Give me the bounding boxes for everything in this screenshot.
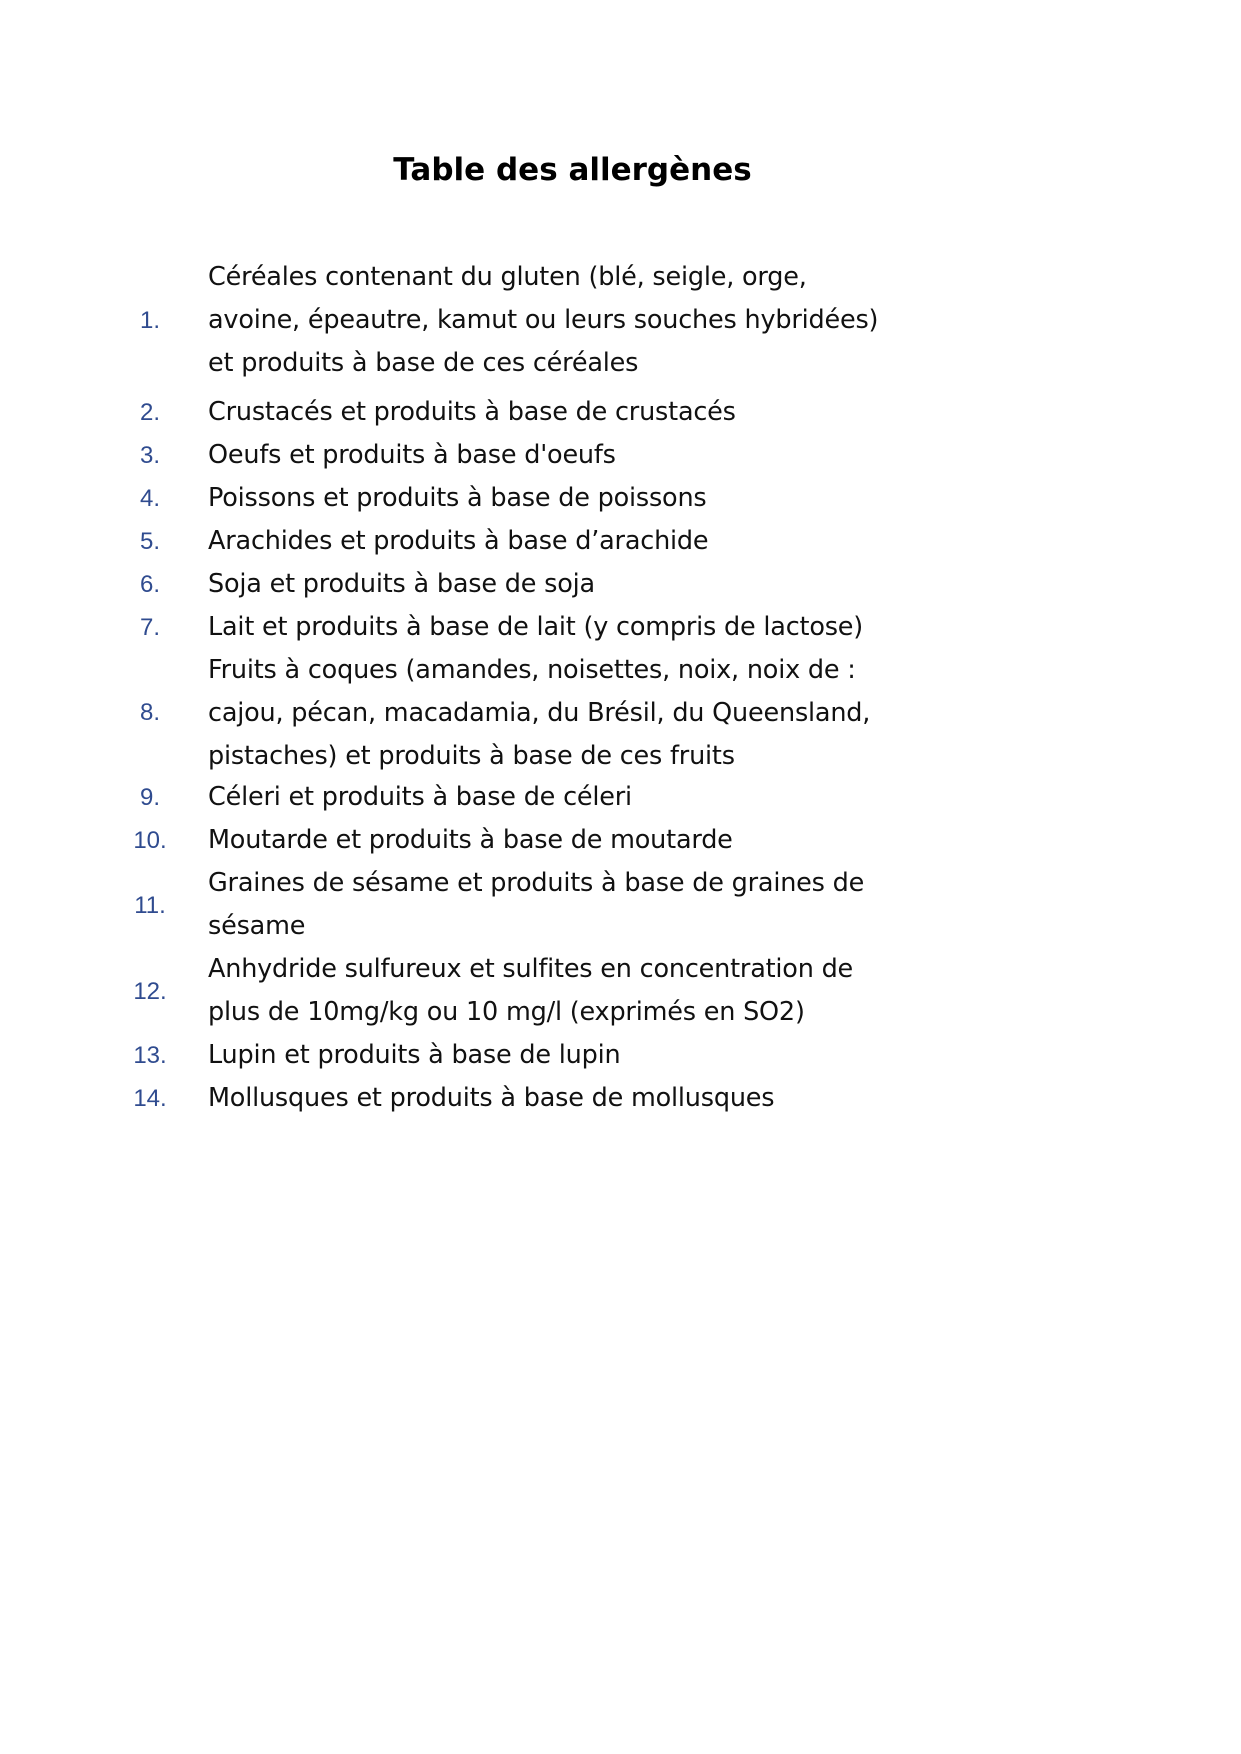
item-number: 13. [133,1042,167,1069]
item-text: Graines de sésame et produits à base de graines de sésame [208,868,865,941]
list-item [0,520,1241,563]
item-text: Lait et produits à base de lait (y compris de lactose) [208,612,864,642]
item-text: Fruits à coques (amandes, noisettes, noix, noix de : cajou, pécan, macadamia, du Brésil, du Queensland, pistaches) et produits à base de ces fruits [208,655,871,771]
list-item [0,649,1241,778]
item-number: 10. [133,827,167,854]
list-item [0,948,1241,1034]
item-number: 6. [139,571,160,598]
item-text: Oeufs et produits à base d'oeufs [208,440,616,470]
list-item [0,862,1241,948]
list-item [0,1034,1241,1077]
item-text: Céréales contenant du gluten (blé, seigle, orge, avoine, épeautre, kamut ou leurs souches hybridées) et produits à base de ces céréales [208,262,879,378]
item-text: Moutarde et produits à base de moutarde [208,825,733,855]
item-text: Arachides et produits à base d’arachide [208,526,709,556]
item-number: 9. [139,784,160,811]
list-item [0,563,1241,606]
item-number: 1. [139,307,160,334]
list-item [0,256,1241,386]
item-number: 4. [139,485,160,512]
item-text: Céleri et produits à base de céleri [208,782,632,812]
item-number: 8. [139,699,160,726]
list-item [0,1077,1241,1120]
list-item [0,819,1241,862]
item-text: Lupin et produits à base de lupin [208,1040,621,1070]
item-number: 11. [134,892,166,919]
list-item [0,434,1241,477]
list-item [0,776,1241,819]
item-text: Soja et produits à base de soja [208,569,595,599]
item-number: 2. [139,399,160,426]
item-number: 7. [139,614,160,641]
item-text: Poissons et produits à base de poissons [208,483,707,513]
item-text: Anhydride sulfureux et sulfites en concentration de plus de 10mg/kg ou 10 mg/l (exprimés en SO2) [208,954,854,1027]
item-number: 14. [133,1085,167,1112]
list-item [0,391,1241,434]
item-text: Crustacés et produits à base de crustacés [208,397,736,427]
item-number: 12. [133,978,167,1005]
item-number: 5. [139,528,160,555]
list-item [0,477,1241,520]
list-item [0,606,1241,649]
page-title: Table des allergènes [393,152,752,188]
item-text: Mollusques et produits à base de mollusques [208,1083,775,1113]
item-number: 3. [139,442,160,469]
